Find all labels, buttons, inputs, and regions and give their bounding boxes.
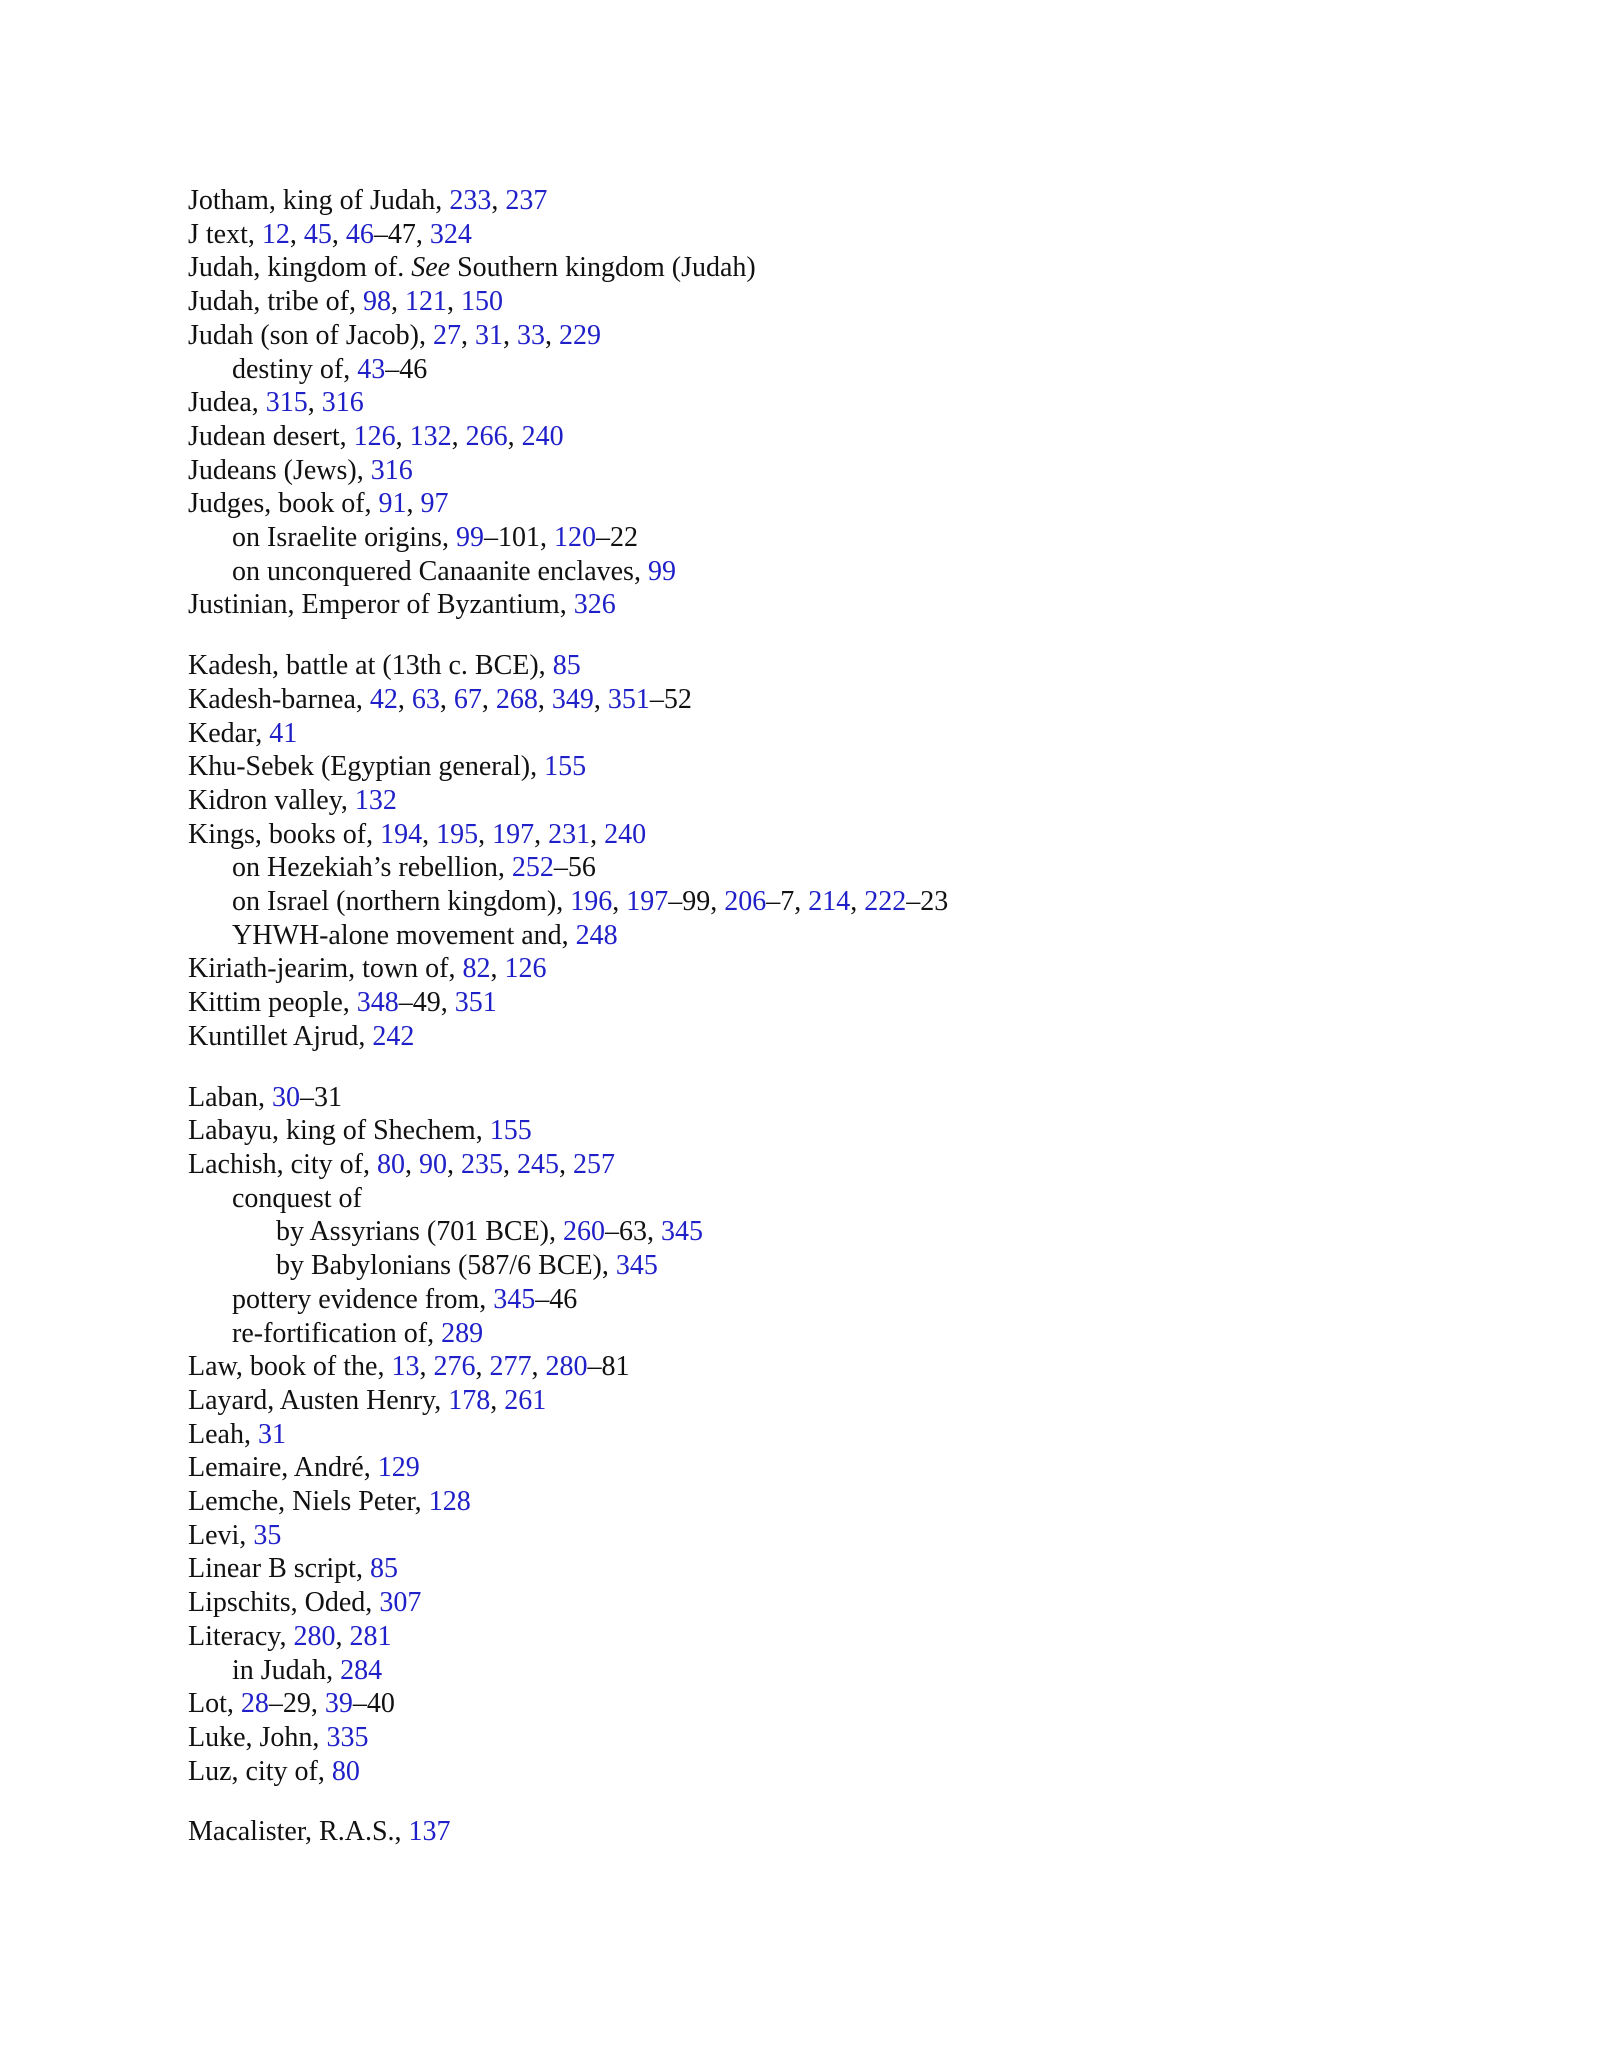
index-entry <box>188 818 1488 852</box>
page-link[interactable]: 155 <box>489 1115 532 1147</box>
entry-text: Linear B script, <box>188 1553 370 1585</box>
page-link[interactable]: 266 <box>465 420 508 452</box>
entry-text: –56 <box>553 852 596 884</box>
page-link[interactable]: 196 <box>570 886 613 918</box>
page-link[interactable]: 126 <box>353 420 396 452</box>
index-subentry <box>188 521 1488 555</box>
entry-text: , <box>446 1148 461 1180</box>
entry-text: Layard, Austen Henry, <box>188 1384 449 1416</box>
page-link[interactable]: 280 <box>545 1351 588 1383</box>
entry-text: destiny of, <box>232 353 358 385</box>
index-entry <box>188 1755 1488 1789</box>
page-link[interactable]: 235 <box>460 1148 503 1180</box>
entry-text: , <box>850 886 865 918</box>
entry-text: –52 <box>649 683 692 715</box>
entry-text: Khu-Sebek (Egyptian general), <box>188 751 545 783</box>
group-separator <box>188 1054 1488 1081</box>
page-link[interactable]: 316 <box>321 387 364 419</box>
entry-text: , <box>406 488 421 520</box>
entry-text: Law, book of the, <box>188 1351 392 1383</box>
index-group <box>188 649 1488 1053</box>
index-entry <box>188 218 1488 252</box>
group-separator <box>188 622 1488 649</box>
page-link[interactable]: 30 <box>271 1081 300 1113</box>
index-entry <box>188 1350 1488 1384</box>
page-link[interactable]: 289 <box>441 1317 484 1349</box>
entry-text: , <box>490 953 505 985</box>
entry-text: Literacy, <box>188 1620 294 1652</box>
page-link[interactable]: 268 <box>495 683 538 715</box>
entry-text: , <box>612 886 627 918</box>
page-link[interactable]: 206 <box>724 886 767 918</box>
page-link[interactable]: 46 <box>345 218 374 250</box>
index-entry <box>188 251 1488 285</box>
page-link[interactable]: 349 <box>551 683 594 715</box>
entry-text: –49, <box>398 987 455 1019</box>
entry-text: Kiriath-jearim, town of, <box>188 953 463 985</box>
entry-text: –81 <box>587 1351 630 1383</box>
entry-text: , <box>491 185 506 216</box>
entry-text: Judah (son of Jacob), <box>188 319 433 351</box>
page-link[interactable]: 31 <box>257 1418 286 1450</box>
italic-text: See <box>411 252 451 284</box>
entry-text: on Israelite origins, <box>232 522 456 554</box>
index-subentry <box>188 1182 1488 1216</box>
page-link[interactable]: 33 <box>516 319 545 351</box>
index-entry <box>188 1148 1488 1182</box>
index-group <box>188 1081 1488 1789</box>
entry-text: Judea, <box>188 387 266 419</box>
page-link[interactable]: 261 <box>504 1384 547 1416</box>
entry-text: Macalister, R.A.S., <box>188 1816 409 1848</box>
entry-text: J text, <box>188 218 262 250</box>
entry-text: YHWH-alone movement and, <box>232 919 576 951</box>
index-subentry <box>188 353 1488 387</box>
index-entry <box>188 1721 1488 1755</box>
page-link[interactable]: 214 <box>808 886 851 918</box>
page-link[interactable]: 128 <box>428 1486 471 1518</box>
entry-text: re-fortification of, <box>232 1317 442 1349</box>
entry-text: , <box>404 1148 419 1180</box>
page-link[interactable]: 195 <box>436 818 479 850</box>
entry-text: , <box>446 286 461 318</box>
entry-text: –63, <box>605 1216 661 1248</box>
group-separator <box>188 1788 1488 1815</box>
entry-text: Lachish, city of, <box>188 1148 377 1180</box>
page-link[interactable]: 222 <box>864 886 907 918</box>
entry-text: Kings, books of, <box>188 818 381 850</box>
entry-text: , <box>475 1351 490 1383</box>
entry-text: , <box>490 1384 505 1416</box>
entry-text: Levi, <box>188 1519 254 1551</box>
page-link[interactable]: 155 <box>544 751 587 783</box>
page-link[interactable]: 28 <box>240 1688 269 1720</box>
page-link[interactable]: 345 <box>493 1283 536 1315</box>
entry-text: Kadesh, battle at (13th c. BCE), <box>188 650 553 682</box>
entry-text: Lemche, Niels Peter, <box>188 1486 429 1518</box>
page-link[interactable]: 45 <box>303 218 332 250</box>
index-entry <box>188 184 1488 218</box>
index-entry <box>188 1451 1488 1485</box>
page-link[interactable]: 80 <box>331 1755 360 1787</box>
page-link[interactable]: 276 <box>433 1351 476 1383</box>
page-link[interactable]: 351 <box>454 987 497 1019</box>
page-link[interactable]: 150 <box>460 286 503 318</box>
index-group <box>188 1815 1488 1849</box>
page-link[interactable]: 97 <box>420 488 449 520</box>
page-link[interactable]: 90 <box>418 1148 447 1180</box>
entry-text: , <box>439 683 454 715</box>
index-entry <box>188 588 1488 622</box>
page-link[interactable]: 91 <box>378 488 407 520</box>
entry-text: Judah, kingdom of. <box>188 252 412 284</box>
page-link[interactable]: 315 <box>265 387 308 419</box>
entry-text: Luz, city of, <box>188 1755 332 1787</box>
index-list <box>188 184 1488 1849</box>
page-link[interactable]: 197 <box>492 818 535 850</box>
entry-text: Kadesh-barnea, <box>188 683 370 715</box>
page-link[interactable]: 194 <box>380 818 423 850</box>
page-link[interactable]: 335 <box>326 1721 369 1753</box>
page-link[interactable]: 99 <box>455 522 484 554</box>
page-link[interactable]: 41 <box>269 717 298 749</box>
index-subentry <box>188 555 1488 589</box>
index-entry <box>188 1384 1488 1418</box>
page-link[interactable]: 137 <box>408 1816 451 1848</box>
page-link[interactable]: 126 <box>504 953 547 985</box>
page-link[interactable]: 197 <box>626 886 669 918</box>
index-entry <box>188 717 1488 751</box>
page-link[interactable]: 240 <box>604 818 647 850</box>
entry-text: Kittim people, <box>188 987 357 1019</box>
page-link[interactable]: 326 <box>573 589 616 621</box>
entry-text: Southern kingdom (Judah) <box>450 252 756 284</box>
page-link[interactable]: 248 <box>575 919 618 951</box>
index-entry <box>188 1586 1488 1620</box>
page-link[interactable]: 242 <box>372 1020 415 1052</box>
page-link[interactable]: 120 <box>553 522 596 554</box>
entry-text: on Israel (northern kingdom), <box>232 886 571 918</box>
page-link[interactable]: 277 <box>489 1351 532 1383</box>
entry-text: Labayu, king of Shechem, <box>188 1115 490 1147</box>
index-subentry <box>188 1654 1488 1688</box>
entry-text: , <box>590 818 605 850</box>
index-entry <box>188 1081 1488 1115</box>
entry-text: on unconquered Canaanite enclaves, <box>232 555 648 587</box>
entry-text: , <box>507 420 522 452</box>
page-link[interactable]: 121 <box>404 286 447 318</box>
index-entry <box>188 683 1488 717</box>
page-link[interactable]: 27 <box>432 319 461 351</box>
entry-text: , <box>390 286 405 318</box>
page-link[interactable]: 231 <box>548 818 591 850</box>
page-link[interactable]: 98 <box>362 286 391 318</box>
entry-text: , <box>331 218 346 250</box>
page-link[interactable]: 39 <box>324 1688 353 1720</box>
index-entry <box>188 986 1488 1020</box>
page-link[interactable]: 351 <box>607 683 650 715</box>
page-link[interactable]: 178 <box>448 1384 491 1416</box>
index-subentry <box>188 919 1488 953</box>
entry-text: in Judah, <box>232 1654 341 1686</box>
entry-text: Lipschits, Oded, <box>188 1587 380 1619</box>
page-link[interactable]: 260 <box>563 1216 605 1248</box>
entry-text: , <box>289 218 304 250</box>
entry-text: , <box>502 1148 517 1180</box>
index-entry <box>188 750 1488 784</box>
entry-text: Judges, book of, <box>188 488 379 520</box>
page-link[interactable]: 85 <box>552 650 581 682</box>
entry-text: –31 <box>299 1081 342 1113</box>
page-link[interactable]: 233 <box>449 185 492 216</box>
entry-text: , <box>419 1351 434 1383</box>
entry-text: , <box>335 1620 350 1652</box>
entry-text: Judean desert, <box>188 420 354 452</box>
entry-text: –23 <box>906 886 949 918</box>
entry-text: , <box>537 683 552 715</box>
index-subentry <box>188 1317 1488 1351</box>
index-subentry <box>188 1215 1488 1249</box>
entry-text: Justinian, Emperor of Byzantium, <box>188 589 574 621</box>
index-subentry <box>188 885 1488 919</box>
entry-text: –99, <box>668 886 725 918</box>
page-link[interactable]: 245 <box>516 1148 559 1180</box>
page-link[interactable]: 324 <box>429 218 472 250</box>
entry-text: , <box>502 319 517 351</box>
index-subentry <box>188 1249 1488 1283</box>
entry-text: , <box>395 420 410 452</box>
index-entry <box>188 420 1488 454</box>
entry-text: Luke, John, <box>188 1721 327 1753</box>
entry-text: Lemaire, André, <box>188 1452 378 1484</box>
index-entry <box>188 386 1488 420</box>
index-entry <box>188 784 1488 818</box>
entry-text: , <box>307 387 322 419</box>
index-subentry <box>188 1283 1488 1317</box>
index-entry <box>188 1815 1488 1849</box>
entry-text: Judah, tribe of, <box>188 286 363 318</box>
entry-text: on Hezekiah’s rebellion, <box>232 852 512 884</box>
entry-text: , <box>460 319 475 351</box>
entry-text: –40 <box>352 1688 395 1720</box>
entry-text: , <box>451 420 466 452</box>
index-entry <box>188 1519 1488 1553</box>
index-entry <box>188 285 1488 319</box>
entry-text: Kidron valley, <box>188 784 355 816</box>
entry-text: –101, <box>483 522 554 554</box>
page-link[interactable]: 82 <box>462 953 491 985</box>
entry-text: , <box>534 818 549 850</box>
entry-text: by Assyrians (701 BCE), <box>276 1216 563 1248</box>
page-link[interactable]: 348 <box>356 987 399 1019</box>
page-link[interactable]: 43 <box>357 353 386 385</box>
page-link[interactable]: 31 <box>474 319 503 351</box>
page-link[interactable]: 284 <box>340 1654 383 1686</box>
entry-text: by Babylonians (587/6 BCE), <box>276 1250 616 1282</box>
page-link[interactable]: 132 <box>409 420 452 452</box>
page-link[interactable]: 129 <box>377 1452 420 1484</box>
page-link[interactable]: 257 <box>572 1148 615 1180</box>
entry-text: –22 <box>595 522 638 554</box>
page-link[interactable]: 42 <box>369 683 398 715</box>
entry-text: conquest of <box>232 1182 362 1214</box>
index-entry <box>188 1687 1488 1721</box>
page-link[interactable]: 12 <box>261 218 290 250</box>
entry-text: –7, <box>766 886 809 918</box>
entry-text: –29, <box>268 1688 325 1720</box>
page-link[interactable]: 99 <box>647 555 676 587</box>
page-link[interactable]: 63 <box>411 683 440 715</box>
page-link[interactable]: 35 <box>253 1519 282 1551</box>
entry-text: , <box>397 683 412 715</box>
entry-text: pottery evidence from, <box>232 1283 494 1315</box>
entry-text: , <box>531 1351 546 1383</box>
entry-text: Kuntillet Ajrud, <box>188 1020 373 1052</box>
index-entry <box>188 1020 1488 1054</box>
page-link[interactable]: 13 <box>391 1351 420 1383</box>
page-link[interactable]: 240 <box>521 420 564 452</box>
page-link[interactable]: 345 <box>615 1250 658 1282</box>
entry-text: –47, <box>373 218 430 250</box>
entry-text: Kedar, <box>188 717 270 749</box>
index-entry <box>188 319 1488 353</box>
page-link[interactable]: 229 <box>558 319 601 351</box>
entry-text: Judeans (Jews), <box>188 454 371 486</box>
page-link[interactable]: 67 <box>453 683 482 715</box>
index-entry <box>188 1552 1488 1586</box>
index-entry <box>188 649 1488 683</box>
entry-text: , <box>558 1148 573 1180</box>
index-subentry <box>188 851 1488 885</box>
index-entry <box>188 1620 1488 1654</box>
page-link[interactable]: 316 <box>370 454 413 486</box>
entry-text: , <box>481 683 496 715</box>
entry-text: Laban, <box>188 1081 272 1113</box>
page-link[interactable]: 237 <box>505 185 548 216</box>
index-entry <box>188 454 1488 488</box>
entry-text: , <box>593 683 608 715</box>
index-entry <box>188 1114 1488 1148</box>
entry-text: Lot, <box>188 1688 241 1720</box>
index-entry <box>188 1485 1488 1519</box>
entry-text: –46 <box>535 1283 578 1315</box>
page-link[interactable]: 85 <box>369 1553 398 1585</box>
index-entry <box>188 952 1488 986</box>
entry-text: Jotham, king of Judah, <box>188 185 450 216</box>
page-link[interactable]: 345 <box>661 1216 703 1248</box>
entry-text: , <box>422 818 437 850</box>
page-link[interactable]: 132 <box>354 784 397 816</box>
index-entry <box>188 1418 1488 1452</box>
index-group <box>188 184 1488 622</box>
entry-text: , <box>478 818 493 850</box>
page-link[interactable]: 307 <box>379 1587 422 1619</box>
page-link[interactable]: 280 <box>293 1620 336 1652</box>
page-link[interactable]: 80 <box>376 1148 405 1180</box>
entry-text: –46 <box>385 353 428 385</box>
page-link[interactable]: 281 <box>349 1620 392 1652</box>
entry-text: , <box>544 319 559 351</box>
index-entry <box>188 487 1488 521</box>
entry-text: Leah, <box>188 1418 258 1450</box>
page-link[interactable]: 252 <box>511 852 554 884</box>
